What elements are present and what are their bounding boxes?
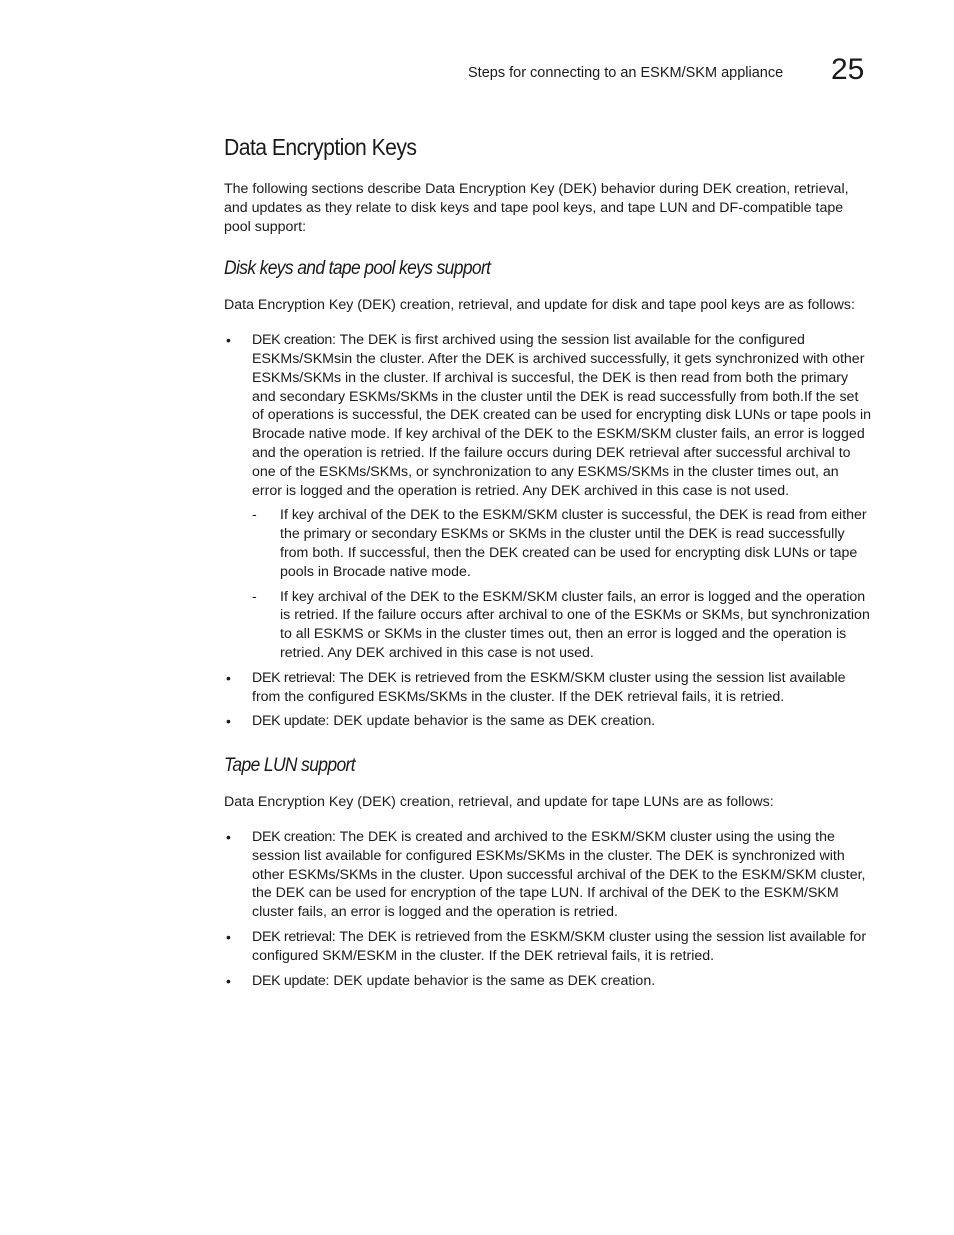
- list-item: [224, 712, 872, 731]
- item-term: DEK update: [252, 713, 326, 730]
- disk-keys-list: [224, 331, 872, 731]
- dash-glyph: -: [252, 507, 257, 524]
- section-title: Data Encryption Keys: [224, 134, 417, 160]
- item-term: DEK update: [252, 972, 326, 989]
- list-item: [224, 928, 872, 966]
- item-text: : DEK update behavior is the same as DEK creation.: [325, 972, 656, 989]
- item-term: DEK creation: [252, 332, 332, 349]
- tape-lun-title: Tape LUN support: [224, 755, 355, 777]
- disk-keys-intro: Data Encryption Key (DEK) creation, retrieval, and update for disk and tape pool keys are as follows:: [224, 297, 855, 314]
- bullet-glyph: •: [226, 928, 231, 945]
- chapter-number: 25: [831, 53, 865, 86]
- page-content: [224, 132, 872, 1013]
- item-text: : The DEK is retrieved from the ESKM/SKM cluster using the session list available from the configured ESKMs/SKMs in the cluster. If the DEK retrieval fails, it is retried.: [252, 669, 846, 705]
- running-header-title: Steps for connecting to an ESKM/SKM appliance: [468, 65, 784, 81]
- sub-list-item: [252, 506, 872, 581]
- item-text: : The DEK is created and archived to the ESKM/SKM cluster using the using the session list available for configured ESKMs/SKMs in the cluster. The DEK is synchronized with other ESKMs/SKMs in the cluster. Upon successful archival of the DEK to the ESKM/SKM cluster, the DEK can be used for encryption of the tape LUN. If archival of the DEK to the ESKM/SKM cluster fails, an error is logged and the operation is retried.: [252, 828, 866, 921]
- bullet-glyph: •: [226, 669, 231, 686]
- sub-list-item: [252, 588, 872, 663]
- tape-lun-intro: Data Encryption Key (DEK) creation, retrieval, and update for tape LUNs are as follows:: [224, 794, 774, 811]
- bullet-glyph: •: [226, 972, 231, 989]
- bullet-glyph: •: [226, 332, 231, 349]
- bullet-glyph: •: [226, 828, 231, 845]
- section-intro: The following sections describe Data Encryption Key (DEK) behavior during DEK creation, retrieval, and updates as they relate to disk keys and tape pool keys, and tape LUN and DF-compatible tape pool support:: [224, 181, 849, 235]
- list-item: [224, 331, 872, 663]
- list-item: [224, 972, 872, 991]
- bullet-glyph: •: [226, 713, 231, 730]
- item-text: : The DEK is retrieved from the ESKM/SKM cluster using the session list available for configured SKM/ESKM in the cluster. If the DEK retrieval fails, it is retried.: [252, 928, 867, 964]
- item-term: DEK retrieval: [252, 928, 332, 945]
- disk-keys-title: Disk keys and tape pool keys support: [224, 258, 491, 280]
- list-item: [224, 669, 872, 707]
- sub-item-text: If key archival of the DEK to the ESKM/SKM cluster is successful, the DEK is read from either the primary or secondary ESKMs or SKMs in the cluster until the DEK is read successfully from both. If successful, then the DEK created can be used for encrypting disk LUNs or tape pools in Brocade native mode.: [280, 507, 867, 580]
- sub-item-text: If key archival of the DEK to the ESKM/SKM cluster fails, an error is logged and the operation is retried. If the failure occurs after archival to one of the ESKMs or SKMs, but synchronization to all ESKMS or SKMs in the cluster times out, then an error is logged and the operation is retried. Any DEK archived in this case is not used.: [280, 588, 870, 661]
- sub-list: [252, 506, 872, 662]
- dash-glyph: -: [252, 588, 257, 605]
- item-text: : DEK update behavior is the same as DEK creation.: [325, 713, 656, 730]
- item-term: DEK retrieval: [252, 669, 332, 686]
- item-term: DEK creation: [252, 828, 332, 845]
- list-item: [224, 828, 872, 922]
- item-text: : The DEK is first archived using the session list available for the configured ESKMs/SKMsin the cluster. After the DEK is archived successfully, it gets synchronized with other ESKMs/SKMs in the cluster. If archival is succesful, the DEK is then read from both the primary and secondary ESKMs/SKMs in the cluster until the DEK is read successfully from both.If the set of operations is successful, the DEK created can be used for encrypting disk LUNs or tape pools in Brocade native mode. If key archival of the DEK to the ESKM/SKM cluster fails, an error is logged and the operation is retried. If the failure occurs during DEK retrieval after successful archival to one of the ESKMs/SKMs, or synchronization to any ESKMS/SKMs in the cluster times out, an error is logged and the operation is retried. Any DEK archived in this case is not used.: [252, 332, 872, 499]
- tape-lun-list: [224, 828, 872, 990]
